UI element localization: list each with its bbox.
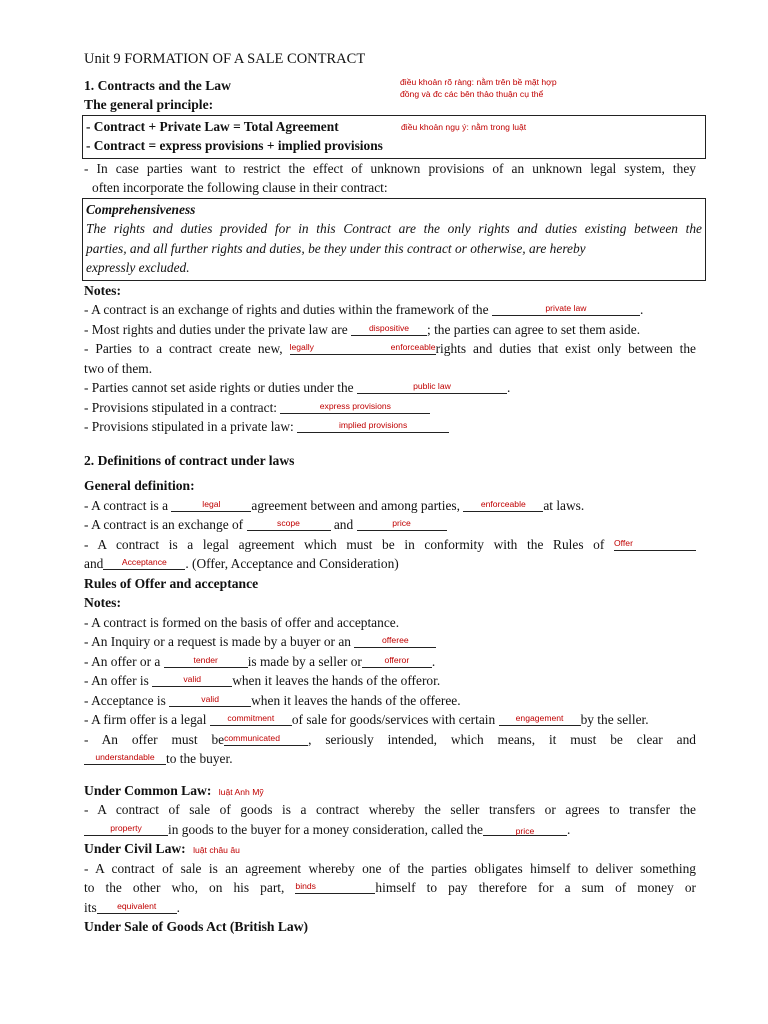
rule-item	[84, 652, 696, 672]
rule-text: by the seller.	[580, 712, 649, 727]
note-text: .	[639, 302, 644, 317]
principle-line-1: - Contract + Private Law = Total Agreement	[86, 118, 339, 134]
answer-text: Acceptance	[121, 557, 167, 567]
definition-text: at laws.	[543, 497, 585, 513]
answer-text: express provisions	[319, 400, 391, 411]
note-common-law: luật Anh Mỹ	[218, 786, 264, 797]
answer-text: private law	[545, 303, 587, 313]
answer-blank[interactable]	[103, 556, 185, 570]
answer-text: commitment	[227, 713, 275, 723]
paragraph-line: - In case parties want to restrict the effect of unknown provisions of an unknown legal system, they	[84, 160, 696, 176]
comprehensiveness-box	[82, 198, 706, 281]
rule-item	[84, 730, 696, 750]
rule-text: - An offer is	[84, 673, 153, 688]
answer-blank[interactable]	[351, 322, 427, 336]
note-text: - Provisions stipulated in a private law:	[84, 419, 298, 434]
answer-blank[interactable]	[84, 751, 166, 765]
definition-text: and	[84, 556, 104, 571]
note-text: - Provisions stipulated in a contract:	[84, 399, 281, 415]
note-express-provisions-2: đồng và đc các bên thảo thuận cụ thể	[400, 88, 544, 99]
answer-text: implied provisions	[338, 420, 408, 430]
definition-item	[84, 554, 696, 574]
civil-law-span: its	[84, 899, 97, 915]
answer-blank[interactable]	[297, 419, 449, 433]
definition-item	[84, 496, 696, 516]
rule-item	[84, 749, 696, 769]
note-item: two of them.	[84, 360, 153, 376]
civil-law-span: .	[176, 899, 181, 915]
definition-text: - A contract is an exchange of	[84, 517, 247, 532]
rule-text: of sale for goods/services with certain	[291, 712, 499, 727]
notes-heading: Notes:	[84, 595, 121, 610]
definition-text: . (Offer, Acceptance and Consideration)	[185, 556, 399, 571]
rule-text: is made by a seller or	[247, 653, 362, 669]
general-definition-heading: General definition:	[84, 478, 195, 493]
rule-text: , seriously intended, which means, it must be clear and	[308, 731, 696, 747]
answer-text: valid	[201, 693, 219, 704]
comprehensiveness-line: expressly excluded.	[86, 260, 190, 275]
definition-text: - A contract is a legal agreement which must be in conformity with the Rules of	[84, 536, 614, 552]
note-implied-provisions: điều khoản ngụ ý: nằm trong luật	[401, 121, 527, 132]
definition-text: and	[330, 517, 357, 532]
rule-item: - A contract is formed on the basis of offer and acceptance.	[84, 614, 400, 630]
note-item	[84, 320, 696, 340]
answer-text: price	[392, 518, 411, 528]
answer-blank[interactable]	[463, 498, 543, 512]
note-civil-law: luật châu âu	[193, 845, 240, 855]
rule-item	[84, 691, 696, 711]
answer-text: tender	[193, 654, 218, 665]
answer-blank[interactable]	[483, 822, 567, 836]
rule-text: to the buyer.	[166, 751, 233, 766]
note-text: - Most rights and duties under the private law are	[84, 321, 351, 337]
common-law-span: .	[566, 821, 571, 837]
notes-heading: Notes:	[84, 282, 121, 298]
rule-text: when it leaves the hands of the offeror.	[232, 673, 441, 688]
note-text: - Parties to a contract create new,	[84, 341, 290, 356]
answer-blank[interactable]	[499, 712, 581, 726]
document-title: Unit 9 FORMATION OF A SALE CONTRACT	[84, 51, 366, 67]
sale-of-goods-heading: Under Sale of Goods Act (British Law)	[84, 919, 309, 934]
section-2-heading: 2. Definitions of contract under laws	[84, 452, 295, 468]
note-text: ; the parties can agree to set them aside.	[427, 321, 641, 337]
rule-text: .	[431, 653, 436, 669]
rule-text: when it leaves the hands of the offeree.	[251, 692, 461, 708]
definition-item	[84, 535, 696, 555]
answer-blank[interactable]	[280, 400, 430, 414]
section-1-heading: 1. Contracts and the Law	[84, 77, 231, 93]
civil-law-text	[84, 898, 696, 918]
answer-text: equivalent	[117, 900, 157, 911]
answer-text: engagement	[515, 713, 564, 723]
answer-text: legal	[202, 498, 221, 509]
rule-text: - An offer must be	[84, 731, 225, 747]
answer-blank[interactable]	[492, 302, 640, 316]
rule-item	[84, 671, 696, 691]
answer-blank[interactable]	[164, 654, 248, 668]
answer-text: offeror	[384, 654, 410, 665]
comprehensiveness-line: The rights and duties provided for in this Contract are the only rights and duties existing between the	[86, 221, 702, 236]
common-law-heading-line	[84, 781, 696, 801]
principle-box	[82, 115, 706, 159]
document-page	[84, 50, 702, 937]
common-law-span: in goods to the buyer for a money consideration, called the	[168, 821, 483, 837]
rules-heading: Rules of Offer and acceptance	[84, 575, 259, 591]
answer-blank[interactable]	[354, 634, 436, 648]
common-law-heading: Under Common Law:	[84, 782, 212, 798]
comprehensiveness-title: Comprehensiveness	[86, 201, 196, 217]
answer-blank[interactable]	[357, 517, 447, 531]
rule-text: - A firm offer is a legal	[84, 712, 210, 727]
common-law-text	[84, 820, 696, 840]
note-item	[84, 300, 696, 320]
civil-law-span: himself to pay therefore for a sum of money or	[375, 880, 696, 895]
answer-blank[interactable]	[614, 537, 696, 551]
note-item	[84, 417, 696, 437]
rule-item	[84, 632, 696, 652]
answer-text: public law	[413, 381, 451, 391]
answer-blank[interactable]	[362, 654, 432, 668]
answer-blank[interactable]	[152, 673, 232, 687]
note-text: .	[506, 380, 511, 395]
answer-text: price	[515, 825, 535, 836]
answer-text: offeree	[382, 635, 409, 645]
note-text: - Parties cannot set aside rights or duties under the	[84, 380, 357, 395]
principle-line-2: - Contract = express provisions + implied provisions	[86, 138, 383, 153]
answer-text: enforceable	[480, 498, 526, 509]
definition-text: - A contract is a	[84, 497, 172, 513]
definition-item	[84, 515, 696, 535]
note-express-provisions-1: điều khoản rõ ràng: nằm trên bề mặt hợp	[400, 76, 557, 87]
rule-text: - An offer or a	[84, 653, 164, 669]
note-text: - A contract is an exchange of rights and duties within the framework of the	[84, 302, 492, 317]
answer-blank[interactable]	[210, 712, 292, 726]
rule-text: - Acceptance is	[84, 692, 170, 708]
civil-law-heading-line	[84, 839, 696, 859]
civil-law-heading: Under Civil Law:	[84, 841, 186, 856]
answer-text: scope	[277, 518, 300, 528]
answer-text: legally enforceable	[289, 342, 436, 352]
answer-text: communicated	[224, 732, 280, 743]
answer-blank[interactable]	[247, 517, 331, 531]
comprehensiveness-line: parties, and all further rights and duties, be they under this contract or otherwise, are hereby	[86, 240, 586, 256]
civil-law-text: - A contract of sale is an agreement whereby one of the parties obligates himself to deliver something	[84, 860, 696, 876]
civil-law-text	[84, 878, 696, 898]
answer-blank[interactable]	[290, 341, 436, 355]
note-item	[84, 339, 696, 359]
answer-blank[interactable]	[97, 900, 177, 914]
definition-text: agreement between and among parties,	[251, 497, 464, 513]
answer-text: Offer	[614, 537, 633, 548]
rule-text: - An Inquiry or a request is made by a buyer or an	[84, 634, 355, 649]
answer-text: understandable	[95, 752, 155, 762]
note-text: rights and duties that exist only between the	[435, 341, 696, 356]
common-law-text: - A contract of sale of goods is a contract whereby the seller transfers or agrees to transfer the	[84, 802, 696, 817]
answer-text: binds	[295, 881, 316, 891]
civil-law-span: to the other who, on his part,	[84, 880, 296, 895]
answer-text: valid	[183, 674, 202, 684]
note-item	[84, 378, 696, 398]
answer-blank[interactable]	[169, 693, 251, 707]
answer-blank[interactable]	[295, 880, 375, 894]
answer-blank[interactable]	[357, 380, 507, 394]
answer-text: dispositive	[368, 322, 410, 333]
answer-blank[interactable]	[171, 498, 251, 512]
note-item	[84, 398, 696, 418]
general-principle-heading: The general principle:	[84, 97, 214, 112]
answer-blank[interactable]	[224, 732, 308, 746]
paragraph-line: often incorporate the following clause in their contract:	[92, 180, 388, 195]
rule-item	[84, 710, 696, 730]
answer-text: property	[110, 822, 142, 833]
answer-blank[interactable]	[84, 822, 168, 836]
